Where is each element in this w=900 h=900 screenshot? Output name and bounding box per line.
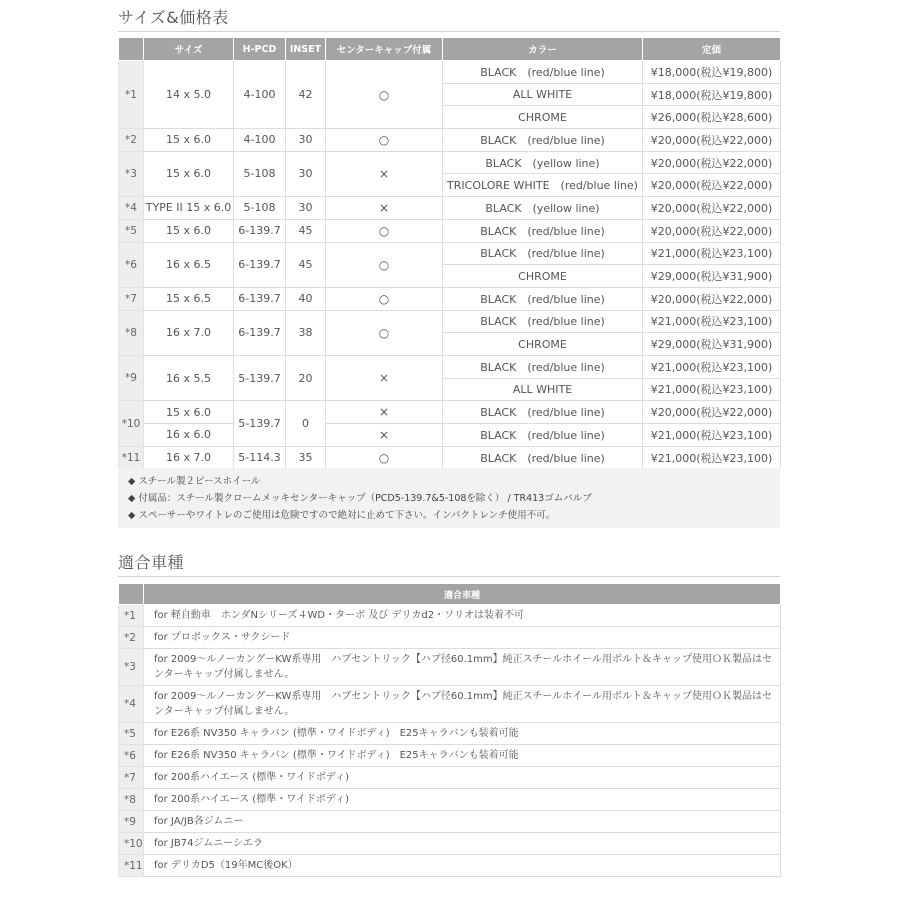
size-price-header-row (119, 38, 781, 61)
size-cell: 15 x 6.0 (144, 129, 234, 152)
car-row-number: *9 (119, 811, 144, 833)
header-size: サイズ (144, 38, 234, 61)
table-row (119, 649, 781, 686)
pcd-cell: 6-139.7 (234, 287, 286, 310)
spec-note: ◆ スチール製２ピースホイール (128, 476, 261, 487)
color-cell: CHROME (443, 106, 643, 129)
pcd-cell: 6-139.7 (234, 242, 286, 287)
table-row (119, 745, 781, 767)
pcd-cell: 5-139.7 (234, 355, 286, 400)
price-cell: ¥21,000(税込¥23,100) (643, 378, 781, 401)
car-row-number: *5 (119, 723, 144, 745)
center-cap-cell: × (326, 401, 443, 424)
car-row-text: for 200系ハイエース (標準・ワイドボディ) (144, 789, 781, 811)
price-cell: ¥29,000(税込¥31,900) (643, 333, 781, 356)
spec-section-title: サイズ&価格表 (118, 8, 229, 27)
table-row (119, 723, 781, 745)
center-cap-cell: ○ (326, 310, 443, 355)
spec-section-rule (118, 31, 780, 32)
pcd-cell: 6-139.7 (234, 219, 286, 242)
price-cell: ¥20,000(税込¥22,000) (643, 174, 781, 197)
pcd-cell: 5-139.7 (234, 401, 286, 446)
size-cell: 16 x 6.5 (144, 242, 234, 287)
table-row (119, 242, 781, 265)
row-number: *5 (119, 219, 144, 242)
table-row (119, 605, 781, 627)
size-cell: 16 x 7.0 (144, 310, 234, 355)
car-section-rule (118, 576, 780, 577)
header-inset: INSET (286, 38, 326, 61)
price-cell: ¥18,000(税込¥19,800) (643, 61, 781, 84)
car-row-text: for デリカD5（19年MC後OK） (144, 855, 781, 877)
inset-cell: 38 (286, 310, 326, 355)
pcd-cell: 5-114.3 (234, 446, 286, 469)
size-cell: 16 x 7.0 (144, 446, 234, 469)
car-section-title: 適合車種 (118, 553, 185, 572)
size-cell: TYPE II 15 x 6.0 (144, 197, 234, 220)
row-number: *11 (119, 446, 144, 469)
price-cell: ¥20,000(税込¥22,000) (643, 401, 781, 424)
inset-cell: 40 (286, 287, 326, 310)
row-number: *3 (119, 151, 144, 196)
row-number: *8 (119, 310, 144, 355)
inset-cell: 35 (286, 446, 326, 469)
inset-cell: 45 (286, 242, 326, 287)
car-row-text: for E26系 NV350 キャラバン (標準・ワイドボディ) E25キャラバンも装着可能 (144, 745, 781, 767)
pcd-cell: 5-108 (234, 197, 286, 220)
header-no (119, 38, 144, 61)
car-row-text: for JB74ジムニーシエラ (144, 833, 781, 855)
center-cap-cell: ○ (326, 61, 443, 129)
size-price-table (118, 37, 781, 469)
car-row-text: for 2009～ルノーカングーKW系専用 ハブセントリック【ハブ径60.1mm】純正スチールホイール用ボルト＆キャップ使用ＯＫ製品はセンターキャップ付属しません。 (144, 649, 781, 686)
center-cap-cell: ○ (326, 129, 443, 152)
table-row (119, 811, 781, 833)
compatible-vehicles-table (118, 583, 781, 877)
table-row (119, 627, 781, 649)
color-cell: BLACK (yellow line) (443, 151, 643, 174)
table-row (119, 789, 781, 811)
center-cap-cell: × (326, 151, 443, 196)
table-row (119, 424, 781, 447)
color-cell: BLACK (red/blue line) (443, 287, 643, 310)
table-row (119, 446, 781, 469)
row-number: *2 (119, 129, 144, 152)
spec-note: ◆ スペーサーやワイトレのご使用は危険ですので絶対に止めて下さい。インパクトレンチ使用不可。 (128, 510, 556, 521)
car-header-no (119, 584, 144, 605)
car-row-number: *10 (119, 833, 144, 855)
size-cell: 15 x 6.0 (144, 401, 234, 424)
size-cell: 16 x 5.5 (144, 355, 234, 400)
table-row (119, 767, 781, 789)
center-cap-cell: ○ (326, 287, 443, 310)
price-cell: ¥21,000(税込¥23,100) (643, 424, 781, 447)
price-cell: ¥18,000(税込¥19,800) (643, 83, 781, 106)
inset-cell: 30 (286, 129, 326, 152)
pcd-cell: 4-100 (234, 61, 286, 129)
size-cell: 16 x 6.0 (144, 424, 234, 447)
pcd-cell: 4-100 (234, 129, 286, 152)
price-cell: ¥20,000(税込¥22,000) (643, 287, 781, 310)
car-row-text: for プロボックス・サクシード (144, 627, 781, 649)
table-row (119, 401, 781, 424)
color-cell: ALL WHITE (443, 378, 643, 401)
car-row-text: for 軽自動車 ホンダNシリーズ４WD・ターボ 及び デリカd2・ソリオは装着不可 (144, 605, 781, 627)
center-cap-cell: ○ (326, 242, 443, 287)
color-cell: ALL WHITE (443, 83, 643, 106)
color-cell: CHROME (443, 265, 643, 288)
car-row-number: *8 (119, 789, 144, 811)
car-row-number: *6 (119, 745, 144, 767)
car-row-number: *1 (119, 605, 144, 627)
row-number: *7 (119, 287, 144, 310)
row-number: *6 (119, 242, 144, 287)
table-row (119, 686, 781, 723)
inset-cell: 30 (286, 151, 326, 196)
color-cell: BLACK (red/blue line) (443, 129, 643, 152)
row-number: *4 (119, 197, 144, 220)
color-cell: BLACK (red/blue line) (443, 61, 643, 84)
inset-cell: 20 (286, 355, 326, 400)
price-cell: ¥20,000(税込¥22,000) (643, 197, 781, 220)
car-row-text: for JA/JB各ジムニー (144, 811, 781, 833)
car-row-number: *7 (119, 767, 144, 789)
inset-cell: 0 (286, 401, 326, 446)
color-cell: CHROME (443, 333, 643, 356)
row-number: *9 (119, 355, 144, 400)
center-cap-cell: × (326, 197, 443, 220)
center-cap-cell: ○ (326, 219, 443, 242)
car-row-number: *4 (119, 686, 144, 723)
price-cell: ¥21,000(税込¥23,100) (643, 242, 781, 265)
header-center-cap: センターキャップ付属 (326, 38, 443, 61)
row-number: *10 (119, 401, 144, 446)
price-cell: ¥21,000(税込¥23,100) (643, 446, 781, 469)
price-cell: ¥21,000(税込¥23,100) (643, 355, 781, 378)
inset-cell: 42 (286, 61, 326, 129)
pcd-cell: 6-139.7 (234, 310, 286, 355)
color-cell: TRICOLORE WHITE (red/blue line) (443, 174, 643, 197)
color-cell: BLACK (red/blue line) (443, 424, 643, 447)
car-row-number: *11 (119, 855, 144, 877)
center-cap-cell: × (326, 355, 443, 400)
price-cell: ¥20,000(税込¥22,000) (643, 219, 781, 242)
car-header-row (119, 584, 781, 605)
price-cell: ¥20,000(税込¥22,000) (643, 129, 781, 152)
header-color: カラー (443, 38, 643, 61)
spec-notes (118, 468, 780, 528)
car-row-text: for E26系 NV350 キャラバン (標準・ワイドボディ) E25キャラバンも装着可能 (144, 723, 781, 745)
price-cell: ¥29,000(税込¥31,900) (643, 265, 781, 288)
table-row (119, 355, 781, 378)
center-cap-cell: ○ (326, 446, 443, 469)
table-row (119, 855, 781, 877)
price-cell: ¥21,000(税込¥23,100) (643, 310, 781, 333)
color-cell: BLACK (red/blue line) (443, 401, 643, 424)
size-cell: 15 x 6.0 (144, 219, 234, 242)
table-row (119, 310, 781, 333)
size-cell: 15 x 6.0 (144, 151, 234, 196)
header-pcd: H-PCD (234, 38, 286, 61)
size-cell: 14 x 5.0 (144, 61, 234, 129)
inset-cell: 30 (286, 197, 326, 220)
table-row (119, 219, 781, 242)
car-row-text: for 2009～ルノーカングーKW系専用 ハブセントリック【ハブ径60.1mm】純正スチールホイール用ボルト＆キャップ使用ＯＫ製品はセンターキャップ付属しません。 (144, 686, 781, 723)
price-cell: ¥26,000(税込¥28,600) (643, 106, 781, 129)
spec-note: ◆ 付属品：スチール製クロームメッキセンターキャップ（PCD5-139.7&5-108を除く） / TR413ゴムバルブ (128, 493, 592, 504)
center-cap-cell: × (326, 424, 443, 447)
car-header-label: 適合車種 (144, 584, 781, 605)
car-row-number: *3 (119, 649, 144, 686)
color-cell: BLACK (red/blue line) (443, 219, 643, 242)
color-cell: BLACK (yellow line) (443, 197, 643, 220)
table-row (119, 61, 781, 84)
size-cell: 15 x 6.5 (144, 287, 234, 310)
car-row-text: for 200系ハイエース (標準・ワイドボディ) (144, 767, 781, 789)
price-cell: ¥20,000(税込¥22,000) (643, 151, 781, 174)
header-price: 定価 (643, 38, 781, 61)
car-row-number: *2 (119, 627, 144, 649)
row-number: *1 (119, 61, 144, 129)
table-row (119, 833, 781, 855)
pcd-cell: 5-108 (234, 151, 286, 196)
table-row (119, 151, 781, 174)
color-cell: BLACK (red/blue line) (443, 446, 643, 469)
table-row (119, 197, 781, 220)
color-cell: BLACK (red/blue line) (443, 242, 643, 265)
color-cell: BLACK (red/blue line) (443, 310, 643, 333)
table-row (119, 129, 781, 152)
inset-cell: 45 (286, 219, 326, 242)
table-row (119, 287, 781, 310)
color-cell: BLACK (red/blue line) (443, 355, 643, 378)
